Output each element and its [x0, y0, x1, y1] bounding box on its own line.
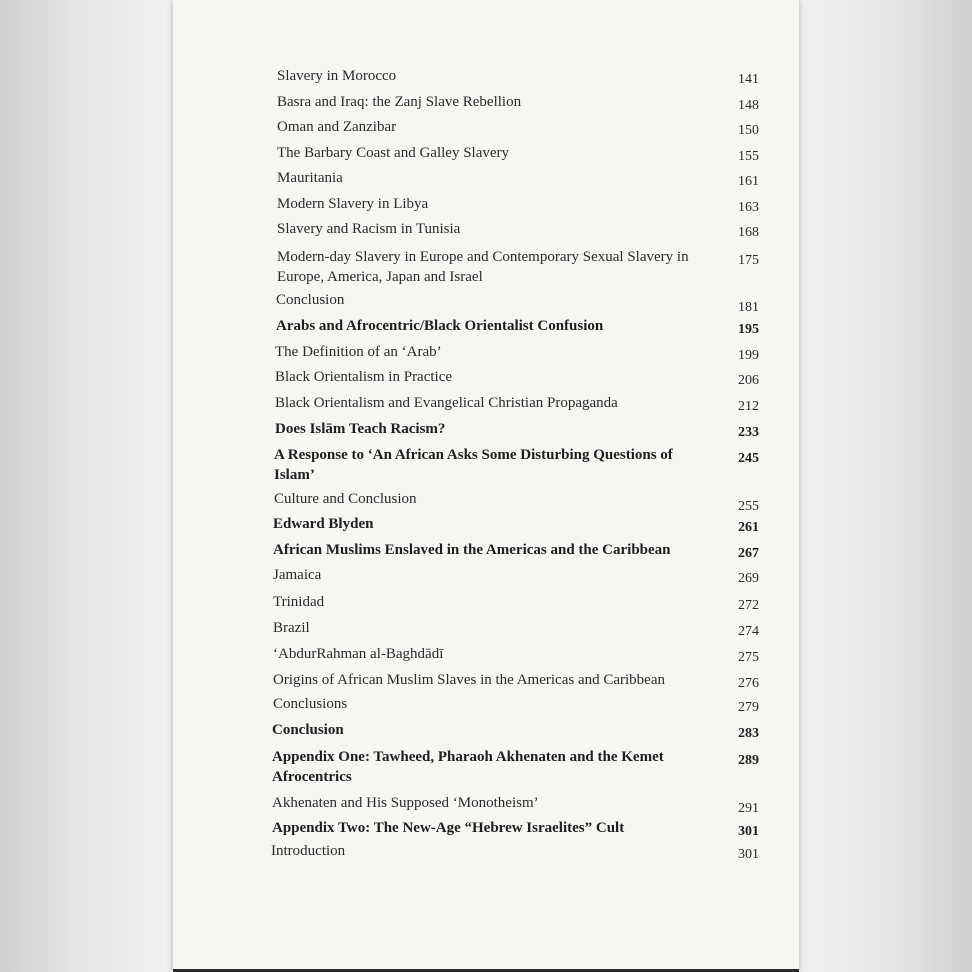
- toc-entry-title: Jamaica: [273, 567, 322, 583]
- toc-entry-page-number: 168: [738, 225, 759, 240]
- toc-entry-page-number: 212: [738, 399, 759, 414]
- toc-entry-title: The Barbary Coast and Galley Slavery: [277, 145, 510, 161]
- toc-entry-title: Origins of African Muslim Slaves in the Americas and Caribbean: [273, 672, 665, 688]
- toc-entry-page-number: 289: [738, 753, 759, 768]
- book-page: [173, 0, 799, 972]
- toc-entry-title: Oman and Zanzibar: [277, 119, 397, 135]
- toc-entry-page-number: 255: [738, 499, 759, 514]
- toc-entry-title: Black Orientalism in Practice: [275, 369, 453, 385]
- toc-entry-page-number: 150: [738, 123, 759, 138]
- toc-entry-page-number: 276: [738, 676, 759, 691]
- toc-entry-title: Slavery and Racism in Tunisia: [277, 221, 461, 237]
- toc-entry-title: Culture and Conclusion: [274, 491, 417, 507]
- toc-entry-page-number: 141: [738, 72, 759, 87]
- toc-entry-page-number: 195: [738, 322, 759, 337]
- toc-entry-title: A Response to ‘An African Asks Some Disturbing Questions of Islam’: [274, 447, 673, 483]
- toc-entry-page-number: 291: [738, 801, 759, 816]
- toc-entry-page-number: 269: [738, 571, 759, 586]
- toc-entry-title: Does Islām Teach Racism?: [275, 421, 446, 437]
- toc-entry-title: Arabs and Afrocentric/Black Orientalist Confusion: [276, 318, 604, 334]
- toc-entry-title: Brazil: [273, 620, 310, 636]
- toc-entry-title: African Muslims Enslaved in the Americas and the Caribbean: [273, 542, 671, 558]
- toc-entry-title: Conclusion: [276, 292, 345, 308]
- toc-entry-title: Akhenaten and His Supposed ‘Monotheism’: [272, 795, 539, 811]
- toc-entry-title: Basra and Iraq: the Zanj Slave Rebellion: [277, 94, 522, 110]
- toc-entry-title: Mauritania: [277, 170, 343, 186]
- toc-entry-page-number: 261: [738, 520, 759, 535]
- toc-entry-title: Modern-day Slavery in Europe and Contemporary Sexual Slavery in Europe, America, Japan and Israel: [277, 249, 689, 285]
- toc-entry-page-number: 181: [738, 300, 759, 315]
- toc-entry-page-number: 283: [738, 726, 759, 741]
- toc-entry-page-number: 275: [738, 650, 759, 665]
- toc-entry-title: Black Orientalism and Evangelical Christian Propaganda: [275, 395, 618, 411]
- toc-entry-page-number: 272: [738, 598, 759, 613]
- toc-entry-page-number: 301: [738, 847, 759, 862]
- toc-entry-page-number: 161: [738, 174, 759, 189]
- toc-entry-title: Trinidad: [273, 594, 325, 610]
- toc-entry-page-number: 279: [738, 700, 759, 715]
- toc-entry-title: Conclusion: [272, 722, 344, 738]
- toc-entry-page-number: 206: [738, 373, 759, 388]
- toc-entry-title: Conclusions: [273, 696, 348, 712]
- toc-entry-page-number: 199: [738, 348, 759, 363]
- toc-entry-title: Slavery in Morocco: [277, 68, 397, 84]
- toc-entry-page-number: 175: [738, 253, 759, 268]
- toc-entry-title: Appendix Two: The New-Age “Hebrew Israelites” Cult: [272, 820, 625, 836]
- toc-entry-page-number: 274: [738, 624, 759, 639]
- toc-entry-title: Introduction: [271, 843, 346, 859]
- toc-entry-title: Edward Blyden: [273, 516, 374, 532]
- toc-entry-title: Appendix One: Tawheed, Pharaoh Akhenaten and the Kemet Afrocentrics: [272, 749, 664, 785]
- toc-entry-page-number: 267: [738, 546, 759, 561]
- toc-entry-title: ‘AbdurRahman al-Baghdādī: [273, 646, 444, 662]
- toc-entry-title: Modern Slavery in Libya: [277, 196, 429, 212]
- toc-entry-page-number: 155: [738, 149, 759, 164]
- toc-entry-page-number: 301: [738, 824, 759, 839]
- toc-entry-page-number: 233: [738, 425, 759, 440]
- toc-entry-page-number: 245: [738, 451, 759, 466]
- toc-entry-page-number: 163: [738, 200, 759, 215]
- toc-entry-page-number: 148: [738, 98, 759, 113]
- toc-entry-title: The Definition of an ‘Arab’: [275, 344, 442, 360]
